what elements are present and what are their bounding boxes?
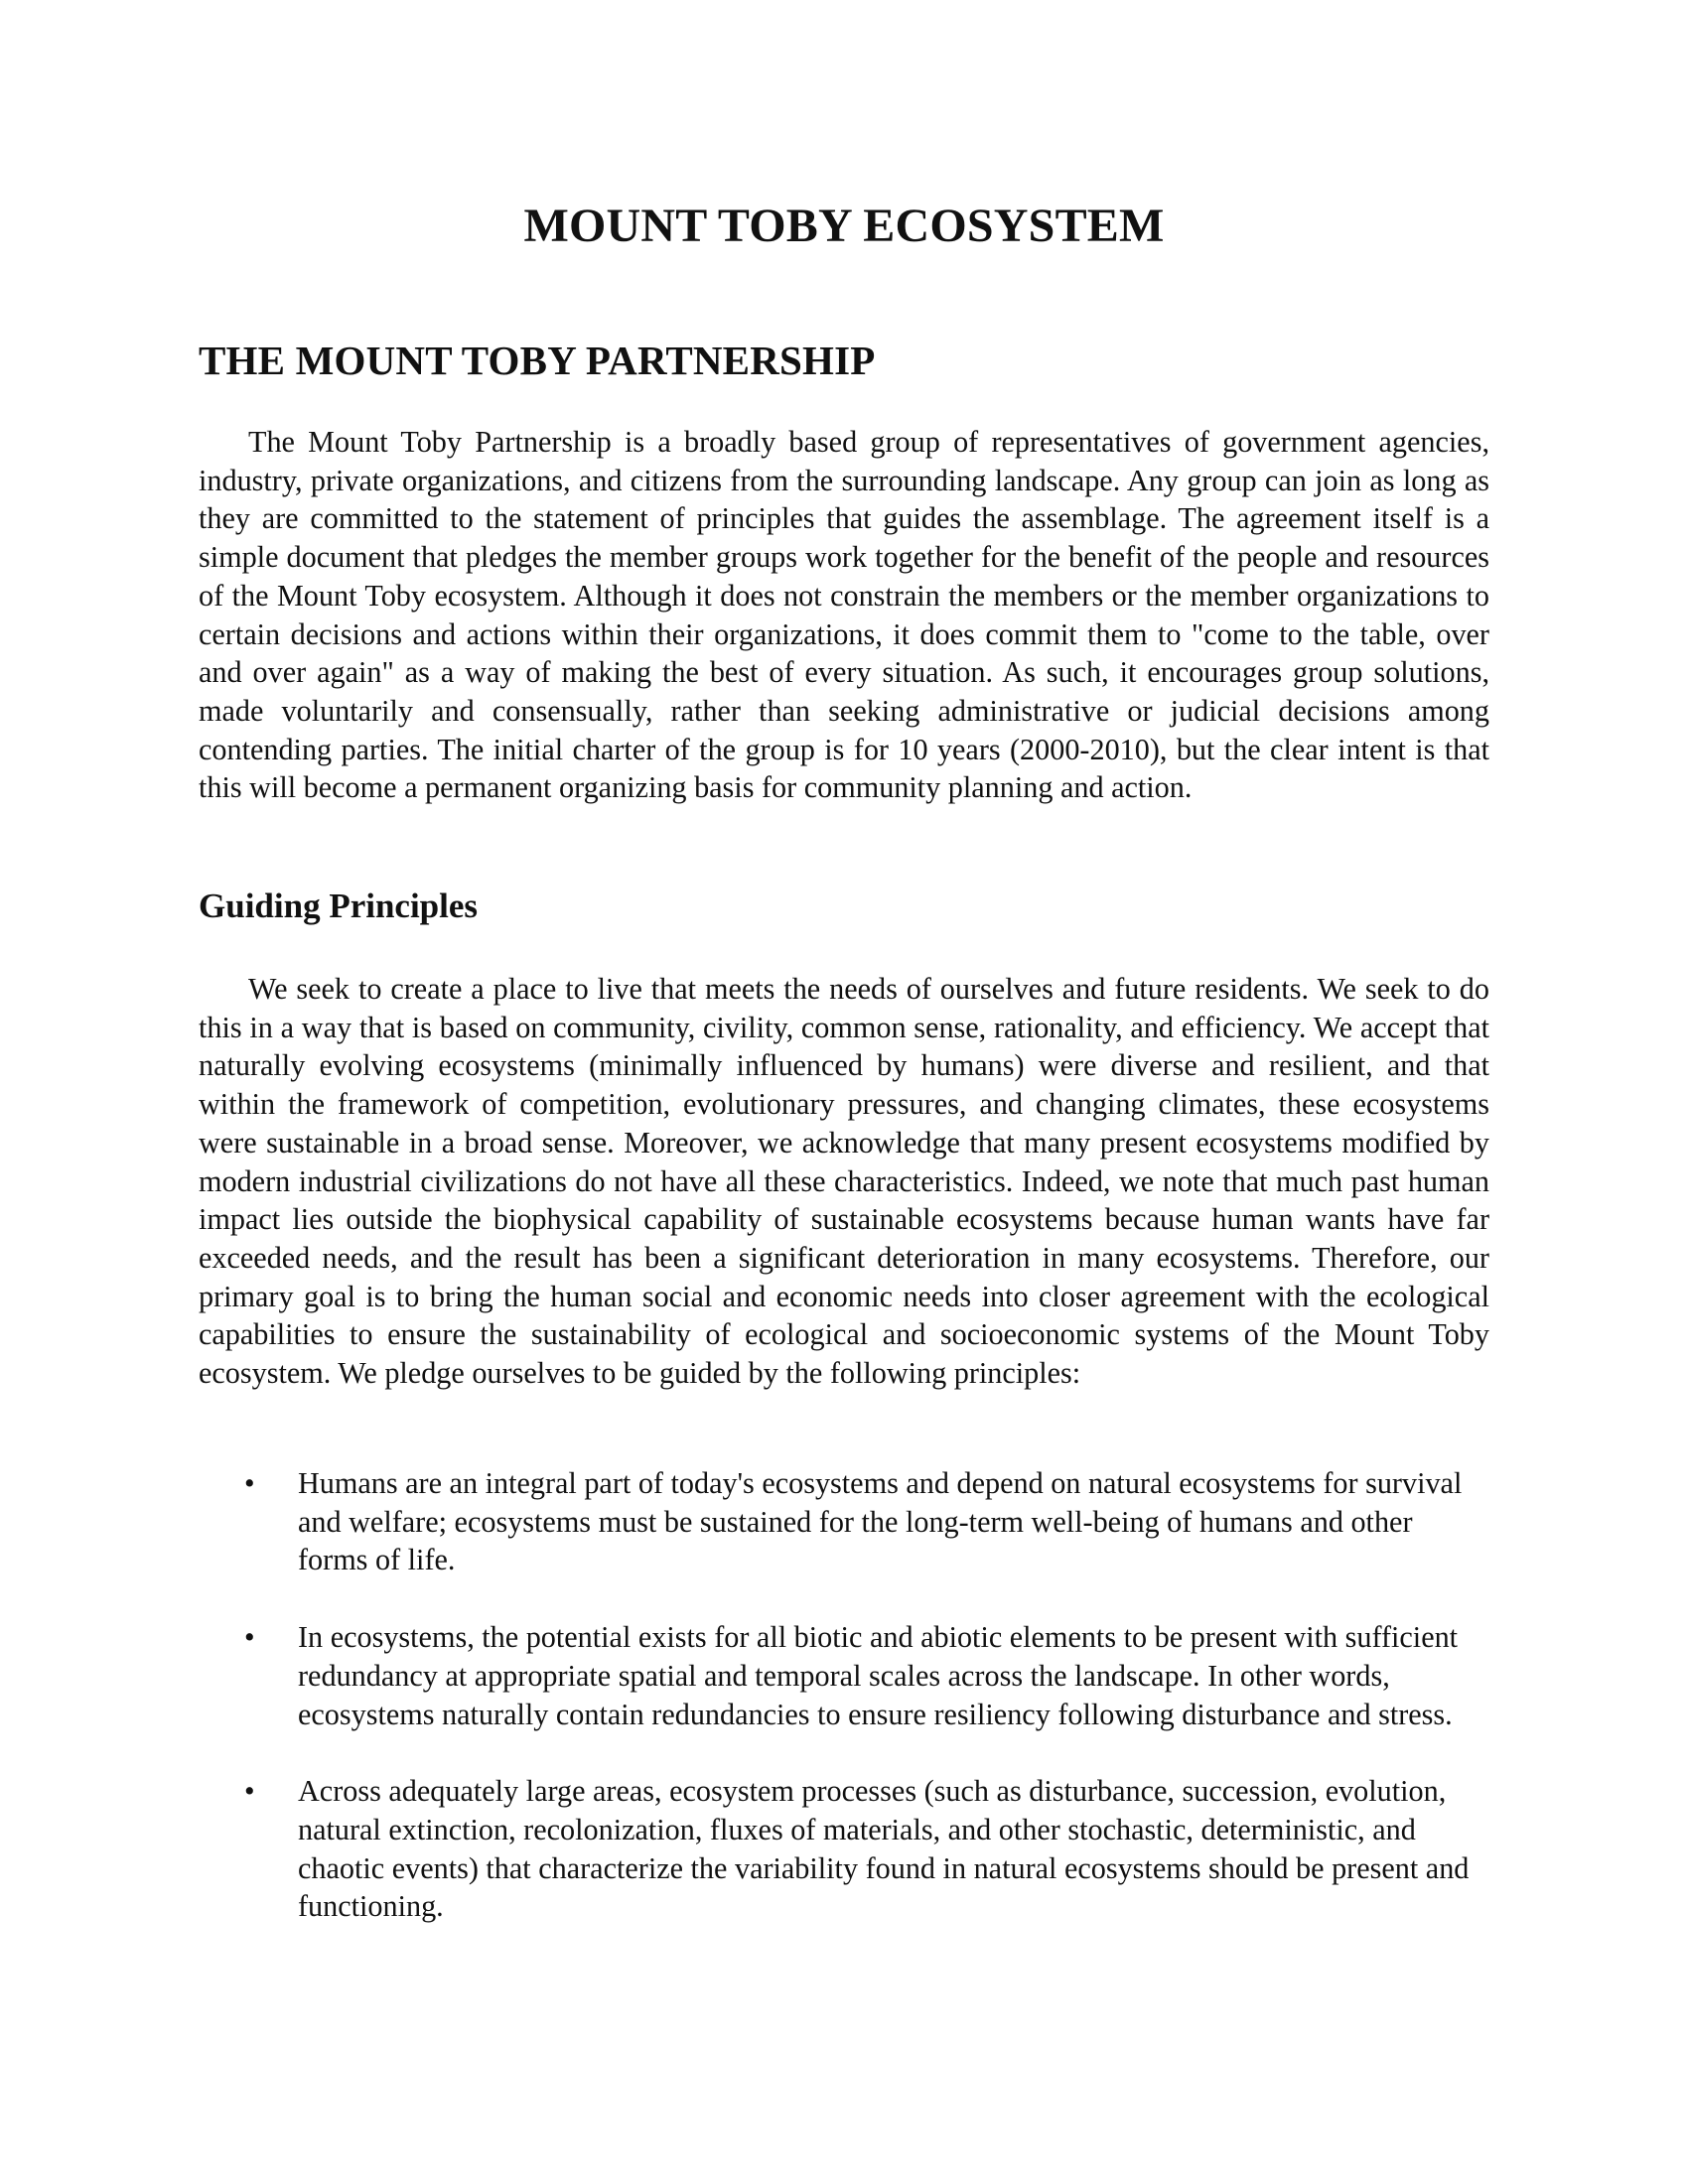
section-heading: THE MOUNT TOBY PARTNERSHIP	[199, 338, 876, 383]
bullet-icon: •	[244, 1466, 255, 1500]
list-item-text: Humans are an integral part of today's ecosystems and depend on natural ecosystems for survival and welfare; ecosystems must be sustained for the long-term well-being of humans and other forms of life.	[298, 1466, 1463, 1577]
list-item	[199, 1618, 1489, 1733]
list-item	[199, 1772, 1489, 1926]
document-page	[199, 0, 1489, 2184]
document-title: MOUNT TOBY ECOSYSTEM	[523, 200, 1165, 252]
bullet-icon: •	[244, 1774, 255, 1809]
list-item-text: Across adequately large areas, ecosystem processes (such as disturbance, succession, evolution, natural extinction, recolonization, fluxes of materials, and other stochastic, deterministic, and chaotic events) that characterize the variability found in natural ecosystems should be present and functioning.	[298, 1774, 1470, 1924]
list-item-text: In ecosystems, the potential exists for all biotic and abiotic elements to be present with sufficient redundancy at appropriate spatial and temporal scales across the landscape. In other words, ecosystems naturally contain redundancies to ensure resiliency following disturbance and stress.	[298, 1620, 1459, 1731]
list-item	[199, 1464, 1489, 1579]
principles-list	[199, 1464, 1489, 1965]
bullet-icon: •	[244, 1620, 255, 1655]
guiding-principles-heading: Guiding Principles	[199, 887, 479, 925]
intro-paragraph: The Mount Toby Partnership is a broadly based group of representatives of government agencies, industry, private organizations, and citizens from the surrounding landscape. Any group can join as long as they are committed to the statement of principles that guides the assemblage. The agreement itself is a simple document that pledges the member groups work together for the benefit of the people and resources of the Mount Toby ecosystem. Although it does not constrain the members or the member organizations to certain decisions and actions within their organizations, it does commit them to "come to the table, over and over again" as a way of making the best of every situation. As such, it encourages group solutions, made voluntarily and consensually, rather than seeking administrative or judicial decisions among contending parties. The initial charter of the group is for 10 years (2000-2010), but the clear intent is that this will become a permanent organizing basis for community planning and action.	[199, 425, 1489, 805]
principles-paragraph: We seek to create a place to live that meets the needs of ourselves and future residents. We seek to do this in a way that is based on community, civility, common sense, rationality, and efficiency. We accept that naturally evolving ecosystems (minimally influenced by humans) were diverse and resilient, and that within the framework of competition, evolutionary pressures, and changing climates, these ecosystems were sustainable in a broad sense. Moreover, we acknowledge that many present ecosystems modified by modern industrial civilizations do not have all these characteristics. Indeed, we note that much past human impact lies outside the biophysical capability of sustainable ecosystems because human wants have far exceeded needs, and the result has been a significant deterioration in many ecosystems. Therefore, our primary goal is to bring the human social and economic needs into closer agreement with the ecological capabilities to ensure the sustainability of ecological and socioeconomic systems of the Mount Toby ecosystem. We pledge ourselves to be guided by the following principles:	[199, 972, 1489, 1391]
